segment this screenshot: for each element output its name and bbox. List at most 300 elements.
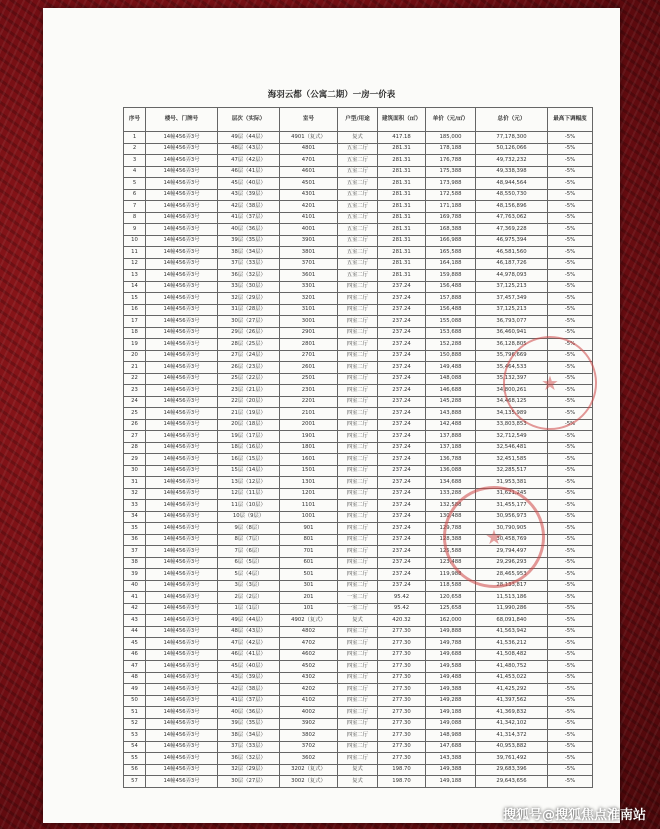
table-cell: 五室二厅 bbox=[338, 258, 378, 270]
table-cell: -5% bbox=[548, 431, 593, 443]
table-cell: 46层（41层） bbox=[218, 649, 280, 661]
table-cell: 12 bbox=[124, 258, 146, 270]
table-cell: -5% bbox=[548, 247, 593, 259]
table-cell: 125,658 bbox=[426, 603, 476, 615]
table-cell: 11层（10层） bbox=[218, 500, 280, 512]
table-cell: 185,000 bbox=[426, 132, 476, 144]
table-cell: 801 bbox=[280, 534, 338, 546]
table-cell: 277.30 bbox=[378, 638, 426, 650]
table-cell: 2501 bbox=[280, 373, 338, 385]
table-cell: 47,369,228 bbox=[476, 224, 548, 236]
table-cell: 28,133,817 bbox=[476, 580, 548, 592]
table-cell: 四室二厅 bbox=[338, 741, 378, 753]
table-cell: 12层（11层） bbox=[218, 488, 280, 500]
table-cell: -5% bbox=[548, 465, 593, 477]
table-cell: 14幢456弄3号 bbox=[146, 557, 218, 569]
column-header: 室号 bbox=[280, 108, 338, 132]
table-cell: -5% bbox=[548, 684, 593, 696]
table-cell: -5% bbox=[548, 477, 593, 489]
table-cell: 13层（12层） bbox=[218, 477, 280, 489]
table-cell: 9层（8层） bbox=[218, 523, 280, 535]
table-cell: 四室二厅 bbox=[338, 373, 378, 385]
table-cell: 五室二厅 bbox=[338, 201, 378, 213]
table-cell: 52 bbox=[124, 718, 146, 730]
table-cell: 1层（1层） bbox=[218, 603, 280, 615]
table-row bbox=[124, 684, 593, 696]
table-row bbox=[124, 212, 593, 224]
table-cell: 237.24 bbox=[378, 396, 426, 408]
table-cell: 14幢456弄3号 bbox=[146, 580, 218, 592]
table-cell: -5% bbox=[548, 316, 593, 328]
table-cell: 40,953,882 bbox=[476, 741, 548, 753]
table-cell: 4802 bbox=[280, 626, 338, 638]
table-cell: 237.24 bbox=[378, 511, 426, 523]
table-cell: 46,581,560 bbox=[476, 247, 548, 259]
table-cell: 178,188 bbox=[426, 143, 476, 155]
table-cell: 137,188 bbox=[426, 442, 476, 454]
table-cell: 38层（34层） bbox=[218, 730, 280, 742]
table-row bbox=[124, 603, 593, 615]
table-cell: 16层（15层） bbox=[218, 454, 280, 466]
table-cell: 3801 bbox=[280, 247, 338, 259]
table-cell: 复式 bbox=[338, 764, 378, 776]
table-cell: 129,788 bbox=[426, 523, 476, 535]
table-cell: 14幢456弄3号 bbox=[146, 235, 218, 247]
table-cell: 4702 bbox=[280, 638, 338, 650]
table-cell: 4801 bbox=[280, 143, 338, 155]
table-cell: 32 bbox=[124, 488, 146, 500]
table-cell: 2701 bbox=[280, 350, 338, 362]
table-cell: -5% bbox=[548, 178, 593, 190]
table-cell: 36,460,941 bbox=[476, 327, 548, 339]
table-cell: 281.31 bbox=[378, 235, 426, 247]
table-cell: 14幢456弄3号 bbox=[146, 362, 218, 374]
table-cell: 48,550,730 bbox=[476, 189, 548, 201]
table-cell: 40 bbox=[124, 580, 146, 592]
table-cell: 14幢456弄3号 bbox=[146, 281, 218, 293]
table-cell: 3001 bbox=[280, 316, 338, 328]
table-cell: 14幢456弄3号 bbox=[146, 649, 218, 661]
table-cell: 4102 bbox=[280, 695, 338, 707]
table-cell: 2001 bbox=[280, 419, 338, 431]
table-cell: -5% bbox=[548, 488, 593, 500]
table-cell: 159,888 bbox=[426, 270, 476, 282]
table-cell: 43 bbox=[124, 615, 146, 627]
table-cell: 29,683,396 bbox=[476, 764, 548, 776]
table-cell: 4 bbox=[124, 166, 146, 178]
table-cell: 420.32 bbox=[378, 615, 426, 627]
table-cell: -5% bbox=[548, 580, 593, 592]
table-cell: 14幢456弄3号 bbox=[146, 615, 218, 627]
table-row bbox=[124, 661, 593, 673]
table-cell: -5% bbox=[548, 730, 593, 742]
table-cell: 四室二厅 bbox=[338, 465, 378, 477]
table-cell: 49层（44层） bbox=[218, 615, 280, 627]
table-cell: 四室二厅 bbox=[338, 672, 378, 684]
table-cell: 34,800,261 bbox=[476, 385, 548, 397]
table-cell: 31,621,245 bbox=[476, 488, 548, 500]
table-cell: 一室二厅 bbox=[338, 603, 378, 615]
column-header: 单价（元/㎡） bbox=[426, 108, 476, 132]
table-cell: 43层（39层） bbox=[218, 189, 280, 201]
table-row bbox=[124, 166, 593, 178]
table-cell: 14幢456弄3号 bbox=[146, 511, 218, 523]
table-cell: 13 bbox=[124, 270, 146, 282]
table-cell: 149,788 bbox=[426, 638, 476, 650]
table-cell: 35,796,669 bbox=[476, 350, 548, 362]
table-cell: 14幢456弄3号 bbox=[146, 155, 218, 167]
table-cell: 281.31 bbox=[378, 258, 426, 270]
table-cell: -5% bbox=[548, 224, 593, 236]
table-cell: -5% bbox=[548, 741, 593, 753]
table-cell: 18层（16层） bbox=[218, 442, 280, 454]
column-header: 层次（实际） bbox=[218, 108, 280, 132]
table-cell: 四室二厅 bbox=[338, 580, 378, 592]
table-cell: 四室二厅 bbox=[338, 396, 378, 408]
table-cell: 14幢456弄3号 bbox=[146, 695, 218, 707]
table-cell: 32,451,585 bbox=[476, 454, 548, 466]
table-cell: 37 bbox=[124, 546, 146, 558]
table-cell: 277.30 bbox=[378, 730, 426, 742]
table-row bbox=[124, 707, 593, 719]
table-cell: 277.30 bbox=[378, 649, 426, 661]
table-cell: 1501 bbox=[280, 465, 338, 477]
table-cell: -5% bbox=[548, 523, 593, 535]
table-cell: -5% bbox=[548, 132, 593, 144]
table-cell: 14幢456弄3号 bbox=[146, 776, 218, 788]
table-cell: 237.24 bbox=[378, 350, 426, 362]
table-cell: -5% bbox=[548, 339, 593, 351]
table-cell: 55 bbox=[124, 753, 146, 765]
table-cell: 四室二厅 bbox=[338, 350, 378, 362]
table-cell: -5% bbox=[548, 304, 593, 316]
table-cell: -5% bbox=[548, 626, 593, 638]
table-cell: -5% bbox=[548, 661, 593, 673]
table-cell: 237.24 bbox=[378, 304, 426, 316]
table-cell: 281.31 bbox=[378, 201, 426, 213]
table-cell: 4302 bbox=[280, 672, 338, 684]
document-title: 海羽云都（公寓二期）一房一价表 bbox=[267, 90, 396, 100]
table-cell: 38 bbox=[124, 557, 146, 569]
table-cell: 四室二厅 bbox=[338, 511, 378, 523]
table-cell: 237.24 bbox=[378, 477, 426, 489]
table-cell: 237.24 bbox=[378, 419, 426, 431]
table-cell: 四室二厅 bbox=[338, 523, 378, 535]
table-cell: 四室二厅 bbox=[338, 316, 378, 328]
table-cell: 4202 bbox=[280, 684, 338, 696]
table-cell: 281.31 bbox=[378, 155, 426, 167]
table-cell: 133,288 bbox=[426, 488, 476, 500]
table-cell: 3802 bbox=[280, 730, 338, 742]
table-cell: 1101 bbox=[280, 500, 338, 512]
table-cell: -5% bbox=[548, 385, 593, 397]
table-cell: 49 bbox=[124, 684, 146, 696]
table-cell: 复式 bbox=[338, 615, 378, 627]
table-cell: -5% bbox=[548, 592, 593, 604]
table-cell: -5% bbox=[548, 511, 593, 523]
table-cell: 四室二厅 bbox=[338, 477, 378, 489]
table-cell: 14幢456弄3号 bbox=[146, 293, 218, 305]
column-header: 楼号、门牌号 bbox=[146, 108, 218, 132]
table-cell: 14幢456弄3号 bbox=[146, 224, 218, 236]
table-cell: 3301 bbox=[280, 281, 338, 293]
table-cell: 53 bbox=[124, 730, 146, 742]
table-cell: 45层（40层） bbox=[218, 661, 280, 673]
table-cell: 21层（19层） bbox=[218, 408, 280, 420]
table-cell: 46,975,394 bbox=[476, 235, 548, 247]
table-cell: 34,468,125 bbox=[476, 396, 548, 408]
table-cell: 四室二厅 bbox=[338, 569, 378, 581]
table-cell: 281.31 bbox=[378, 247, 426, 259]
table-cell: 119,988 bbox=[426, 569, 476, 581]
table-cell: 30 bbox=[124, 465, 146, 477]
table-cell: 136,088 bbox=[426, 465, 476, 477]
table-cell: 五室二厅 bbox=[338, 212, 378, 224]
table-cell: 25层（22层） bbox=[218, 373, 280, 385]
table-cell: 1 bbox=[124, 132, 146, 144]
table-cell: 14幢456弄3号 bbox=[146, 661, 218, 673]
table-cell: 46 bbox=[124, 649, 146, 661]
table-row bbox=[124, 477, 593, 489]
table-cell: 14幢456弄3号 bbox=[146, 569, 218, 581]
table-cell: 6 bbox=[124, 189, 146, 201]
table-cell: 四室二厅 bbox=[338, 385, 378, 397]
table-cell: 237.24 bbox=[378, 523, 426, 535]
table-cell: 149,888 bbox=[426, 626, 476, 638]
table-cell: 277.30 bbox=[378, 626, 426, 638]
table-cell: 277.30 bbox=[378, 741, 426, 753]
table-cell: 9 bbox=[124, 224, 146, 236]
table-cell: -5% bbox=[548, 672, 593, 684]
table-cell: 41,342,102 bbox=[476, 718, 548, 730]
table-cell: 30层（27层） bbox=[218, 316, 280, 328]
table-cell: 157,888 bbox=[426, 293, 476, 305]
table-cell: 四室二厅 bbox=[338, 500, 378, 512]
table-cell: 14幢456弄3号 bbox=[146, 339, 218, 351]
table-cell: 14幢456弄3号 bbox=[146, 454, 218, 466]
table-cell: 49,732,232 bbox=[476, 155, 548, 167]
table-cell: 五室二厅 bbox=[338, 155, 378, 167]
table-cell: 128,388 bbox=[426, 534, 476, 546]
table-cell: 201 bbox=[280, 592, 338, 604]
table-cell: 14幢456弄3号 bbox=[146, 741, 218, 753]
table-cell: 四室二厅 bbox=[338, 557, 378, 569]
table-cell: 29,296,293 bbox=[476, 557, 548, 569]
table-cell: 50 bbox=[124, 695, 146, 707]
table-cell: 701 bbox=[280, 546, 338, 558]
table-cell: 23 bbox=[124, 385, 146, 397]
table-cell: 41,425,292 bbox=[476, 684, 548, 696]
table-cell: 33层（30层） bbox=[218, 281, 280, 293]
table-cell: 46,187,726 bbox=[476, 258, 548, 270]
table-cell: 4601 bbox=[280, 166, 338, 178]
table-row bbox=[124, 638, 593, 650]
table-row bbox=[124, 626, 593, 638]
table-cell: 36,793,077 bbox=[476, 316, 548, 328]
table-cell: 237.24 bbox=[378, 316, 426, 328]
table-cell: 54 bbox=[124, 741, 146, 753]
table-cell: 20层（18层） bbox=[218, 419, 280, 431]
table-cell: 8层（7层） bbox=[218, 534, 280, 546]
table-cell: -5% bbox=[548, 201, 593, 213]
table-cell: 132,588 bbox=[426, 500, 476, 512]
table-cell: 153,688 bbox=[426, 327, 476, 339]
table-cell: 14幢456弄3号 bbox=[146, 500, 218, 512]
table-cell: 277.30 bbox=[378, 753, 426, 765]
table-cell: 47层（42层） bbox=[218, 155, 280, 167]
table-cell: 166,988 bbox=[426, 235, 476, 247]
table-cell: 148,088 bbox=[426, 373, 476, 385]
table-cell: 14 bbox=[124, 281, 146, 293]
table-cell: 11,990,286 bbox=[476, 603, 548, 615]
table-cell: 51 bbox=[124, 707, 146, 719]
table-cell: 2301 bbox=[280, 385, 338, 397]
table-cell: 237.24 bbox=[378, 454, 426, 466]
table-cell: -5% bbox=[548, 189, 593, 201]
table-cell: 四室二厅 bbox=[338, 546, 378, 558]
table-cell: 四室二厅 bbox=[338, 281, 378, 293]
table-cell: 23层（21层） bbox=[218, 385, 280, 397]
table-header-row bbox=[124, 108, 593, 132]
table-cell: 14幢456弄3号 bbox=[146, 753, 218, 765]
table-cell: 14幢456弄3号 bbox=[146, 638, 218, 650]
table-cell: 四室二厅 bbox=[338, 408, 378, 420]
table-cell: 29层（26层） bbox=[218, 327, 280, 339]
table-cell: 4301 bbox=[280, 189, 338, 201]
table-cell: 277.30 bbox=[378, 684, 426, 696]
table-cell: 14幢456弄3号 bbox=[146, 546, 218, 558]
table-cell: 143,888 bbox=[426, 408, 476, 420]
table-cell: 10层（9层） bbox=[218, 511, 280, 523]
table-cell: 41,508,482 bbox=[476, 649, 548, 661]
table-cell: 14幢456弄3号 bbox=[146, 189, 218, 201]
table-cell: 四室二厅 bbox=[338, 431, 378, 443]
table-cell: 16 bbox=[124, 304, 146, 316]
table-cell: 五室二厅 bbox=[338, 247, 378, 259]
table-cell: 四室二厅 bbox=[338, 684, 378, 696]
table-cell: 14幢456弄3号 bbox=[146, 477, 218, 489]
table-cell: 四室二厅 bbox=[338, 649, 378, 661]
table-cell: 四室二厅 bbox=[338, 661, 378, 673]
table-cell: 3601 bbox=[280, 270, 338, 282]
table-cell: 35,464,533 bbox=[476, 362, 548, 374]
table-cell: 148,988 bbox=[426, 730, 476, 742]
table-cell: 146,688 bbox=[426, 385, 476, 397]
table-cell: 1001 bbox=[280, 511, 338, 523]
table-cell: 281.31 bbox=[378, 178, 426, 190]
table-row bbox=[124, 730, 593, 742]
table-cell: 142,488 bbox=[426, 419, 476, 431]
table-row bbox=[124, 442, 593, 454]
table-cell: 四室二厅 bbox=[338, 638, 378, 650]
table-cell: 417.18 bbox=[378, 132, 426, 144]
table-cell: -5% bbox=[548, 764, 593, 776]
table-cell: 26层（23层） bbox=[218, 362, 280, 374]
table-cell: 22 bbox=[124, 373, 146, 385]
table-cell: 2601 bbox=[280, 362, 338, 374]
table-cell: 7 bbox=[124, 201, 146, 213]
table-cell: 38层（34层） bbox=[218, 247, 280, 259]
table-cell: -5% bbox=[548, 350, 593, 362]
table-cell: 237.24 bbox=[378, 373, 426, 385]
table-cell: 15层（14层） bbox=[218, 465, 280, 477]
table-row bbox=[124, 695, 593, 707]
table-cell: 31,455,177 bbox=[476, 500, 548, 512]
table-cell: 237.24 bbox=[378, 546, 426, 558]
table-cell: 3901 bbox=[280, 235, 338, 247]
table-cell: 28层（25层） bbox=[218, 339, 280, 351]
table-cell: 四室二厅 bbox=[338, 534, 378, 546]
table-cell: 33 bbox=[124, 500, 146, 512]
table-cell: 14幢456弄3号 bbox=[146, 201, 218, 213]
table-cell: 32层（29层） bbox=[218, 293, 280, 305]
table-cell: 4501 bbox=[280, 178, 338, 190]
table-cell: 复式 bbox=[338, 132, 378, 144]
table-cell: 277.30 bbox=[378, 695, 426, 707]
table-cell: 14幢456弄3号 bbox=[146, 270, 218, 282]
table-cell: -5% bbox=[548, 155, 593, 167]
table-cell: 4901（复式） bbox=[280, 132, 338, 144]
table-row bbox=[124, 189, 593, 201]
table-cell: 36层（32层） bbox=[218, 753, 280, 765]
table-cell: 4502 bbox=[280, 661, 338, 673]
table-cell: 57 bbox=[124, 776, 146, 788]
table-cell: 14幢456弄3号 bbox=[146, 178, 218, 190]
table-cell: 48,156,896 bbox=[476, 201, 548, 213]
table-cell: 149,488 bbox=[426, 672, 476, 684]
table-cell: 19层（17层） bbox=[218, 431, 280, 443]
table-cell: 136,788 bbox=[426, 454, 476, 466]
document-page bbox=[43, 8, 620, 823]
table-cell: 20 bbox=[124, 350, 146, 362]
table-cell: 237.24 bbox=[378, 408, 426, 420]
table-cell: 30层（27层） bbox=[218, 776, 280, 788]
table-row bbox=[124, 615, 593, 627]
table-cell: 41,536,212 bbox=[476, 638, 548, 650]
table-row bbox=[124, 155, 593, 167]
table-cell: 22层（20层） bbox=[218, 396, 280, 408]
table-cell: 168,388 bbox=[426, 224, 476, 236]
table-cell: 123,488 bbox=[426, 557, 476, 569]
table-cell: 14幢456弄3号 bbox=[146, 258, 218, 270]
table-cell: -5% bbox=[548, 615, 593, 627]
table-cell: 14幢456弄3号 bbox=[146, 385, 218, 397]
table-cell: 21 bbox=[124, 362, 146, 374]
table-cell: -5% bbox=[548, 408, 593, 420]
table-cell: 149,688 bbox=[426, 649, 476, 661]
table-cell: 29,643,656 bbox=[476, 776, 548, 788]
table-cell: 36,128,805 bbox=[476, 339, 548, 351]
table-cell: 198.70 bbox=[378, 776, 426, 788]
table-cell: -5% bbox=[548, 270, 593, 282]
table-cell: 14幢456弄3号 bbox=[146, 534, 218, 546]
table-cell: 25 bbox=[124, 408, 146, 420]
table-cell: 四室二厅 bbox=[338, 695, 378, 707]
table-cell: 一室二厅 bbox=[338, 592, 378, 604]
table-cell: 50,126,066 bbox=[476, 143, 548, 155]
table-cell: 34 bbox=[124, 511, 146, 523]
table-cell: 14幢456弄3号 bbox=[146, 523, 218, 535]
table-cell: 14幢456弄3号 bbox=[146, 672, 218, 684]
table-cell: 147,688 bbox=[426, 741, 476, 753]
table-cell: 2层（2层） bbox=[218, 592, 280, 604]
table-cell: 27层（24层） bbox=[218, 350, 280, 362]
table-cell: 四室二厅 bbox=[338, 362, 378, 374]
table-cell: 501 bbox=[280, 569, 338, 581]
table-cell: 149,388 bbox=[426, 764, 476, 776]
table-cell: 31,953,381 bbox=[476, 477, 548, 489]
table-cell: -5% bbox=[548, 442, 593, 454]
